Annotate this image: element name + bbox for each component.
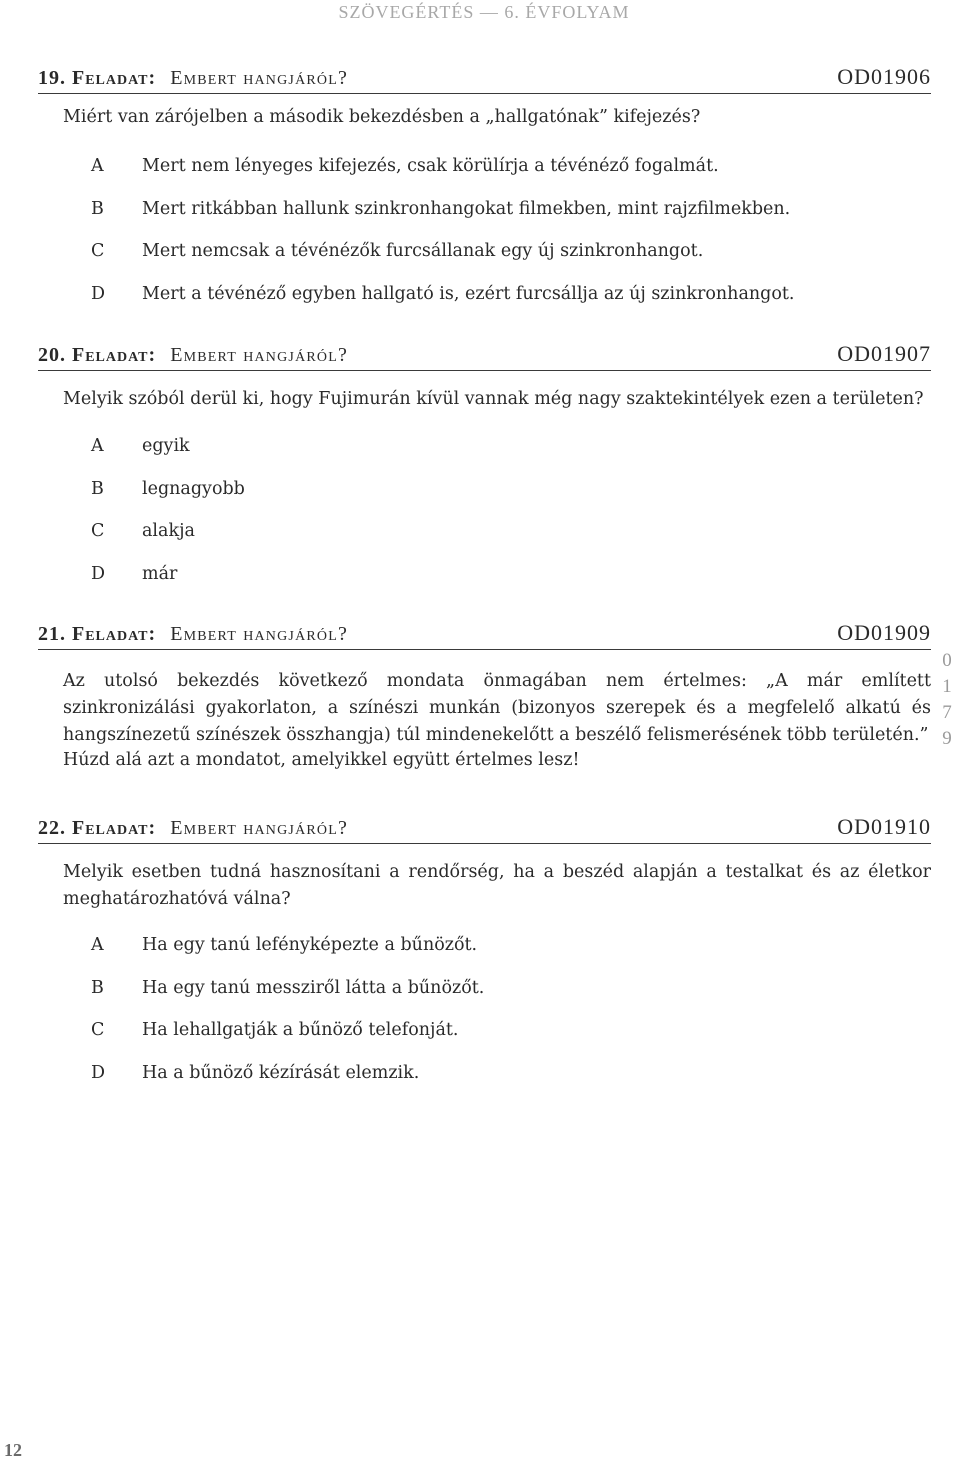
task-22 bbox=[38, 810, 931, 1083]
task-21 bbox=[38, 616, 931, 770]
question-instruction: Húzd alá azt a mondatot, amelyikkel együtt értelmes lesz! bbox=[63, 750, 580, 770]
score-code: 7 bbox=[942, 702, 952, 723]
option-letter: C bbox=[91, 241, 105, 261]
task-code: OD01907 bbox=[837, 341, 931, 366]
option-letter: B bbox=[91, 199, 104, 219]
score-code: 1 bbox=[942, 676, 952, 697]
question-text: Melyik szóból derül ki, hogy Fujimurán kívül vannak még nagy szaktekintélyek ezen a területen? bbox=[63, 389, 924, 409]
option-letter: A bbox=[91, 436, 104, 456]
task-header bbox=[38, 337, 931, 371]
task-title bbox=[38, 817, 348, 840]
task-subject: Embert hangjáról? bbox=[170, 344, 349, 366]
option-text: már bbox=[142, 564, 178, 584]
option-letter: B bbox=[91, 978, 104, 998]
task-number: 21. bbox=[38, 623, 66, 645]
task-20 bbox=[38, 337, 931, 584]
score-code: 0 bbox=[942, 650, 952, 671]
option-text: Mert nem lényeges kifejezés, csak körülírja a tévénéző fogalmát. bbox=[142, 156, 719, 176]
task-subject: Embert hangjáról? bbox=[170, 623, 349, 645]
task-code: OD01909 bbox=[837, 620, 931, 645]
task-title bbox=[38, 344, 348, 367]
task-number: 20. bbox=[38, 344, 66, 366]
task-header bbox=[38, 60, 931, 94]
option-text: Ha lehallgatják a bűnöző telefonját. bbox=[142, 1020, 459, 1040]
option-text: Mert ritkábban hallunk szinkronhangokat filmekben, mint rajzfilmekben. bbox=[142, 199, 791, 219]
question-text: Miért van zárójelben a második bekezdésben a „hallgatónak” kifejezés? bbox=[63, 107, 701, 127]
option-letter: D bbox=[91, 564, 106, 584]
task-header bbox=[38, 616, 931, 650]
page-header: SZÖVEGÉRTÉS — 6. ÉVFOLYAM bbox=[338, 2, 630, 22]
task-subject: Embert hangjáról? bbox=[170, 67, 349, 89]
option-letter: C bbox=[91, 521, 105, 541]
task-header bbox=[38, 810, 931, 844]
option-text: alakja bbox=[142, 521, 195, 541]
task-label: Feladat: bbox=[72, 817, 157, 839]
task-title bbox=[38, 623, 348, 646]
task-19 bbox=[38, 60, 931, 304]
task-title bbox=[38, 67, 348, 90]
task-number: 22. bbox=[38, 817, 66, 839]
task-subject: Embert hangjáról? bbox=[170, 817, 349, 839]
option-text: egyik bbox=[142, 436, 190, 456]
option-text: Mert nemcsak a tévénézők furcsállanak egy új szinkronhangot. bbox=[142, 241, 704, 261]
score-code: 9 bbox=[942, 728, 952, 749]
question-text: Melyik esetben tudná hasznosítani a rendőrség, ha a beszéd alapján a testalkat és az életkor meghatározhatóvá válna? bbox=[63, 862, 931, 909]
option-text: Ha egy tanú lefényképezte a bűnözőt. bbox=[142, 935, 478, 955]
task-label: Feladat: bbox=[72, 344, 157, 366]
task-label: Feladat: bbox=[72, 623, 157, 645]
question-text: Az utolsó bekezdés következő mondata önmagában nem értelmes: „A már említett szinkronizálási gyakorlaton, a színészi munkán (bizonyos szerepek és a megfelelő alkatú és hangszínezetű színészek összhangja) túl mindenekelőtt a beszélő felismerésének több területén.” bbox=[63, 671, 931, 745]
option-letter: D bbox=[91, 284, 106, 304]
option-letter: D bbox=[91, 1063, 106, 1083]
option-letter: B bbox=[91, 479, 104, 499]
task-code: OD01910 bbox=[837, 814, 931, 839]
task-number: 19. bbox=[38, 67, 66, 89]
task-code: OD01906 bbox=[837, 64, 931, 89]
score-codes bbox=[935, 650, 959, 754]
option-letter: A bbox=[91, 935, 104, 955]
option-text: Ha egy tanú messziről látta a bűnözőt. bbox=[142, 978, 485, 998]
option-letter: C bbox=[91, 1020, 105, 1040]
option-text: Mert a tévénéző egyben hallgató is, ezért furcsállja az új szinkronhangot. bbox=[142, 284, 795, 304]
option-letter: A bbox=[91, 156, 104, 176]
option-text: Ha a bűnöző kézírását elemzik. bbox=[142, 1063, 420, 1083]
option-text: legnagyobb bbox=[142, 479, 245, 499]
page-number: 12 bbox=[4, 1440, 22, 1460]
task-label: Feladat: bbox=[72, 67, 157, 89]
